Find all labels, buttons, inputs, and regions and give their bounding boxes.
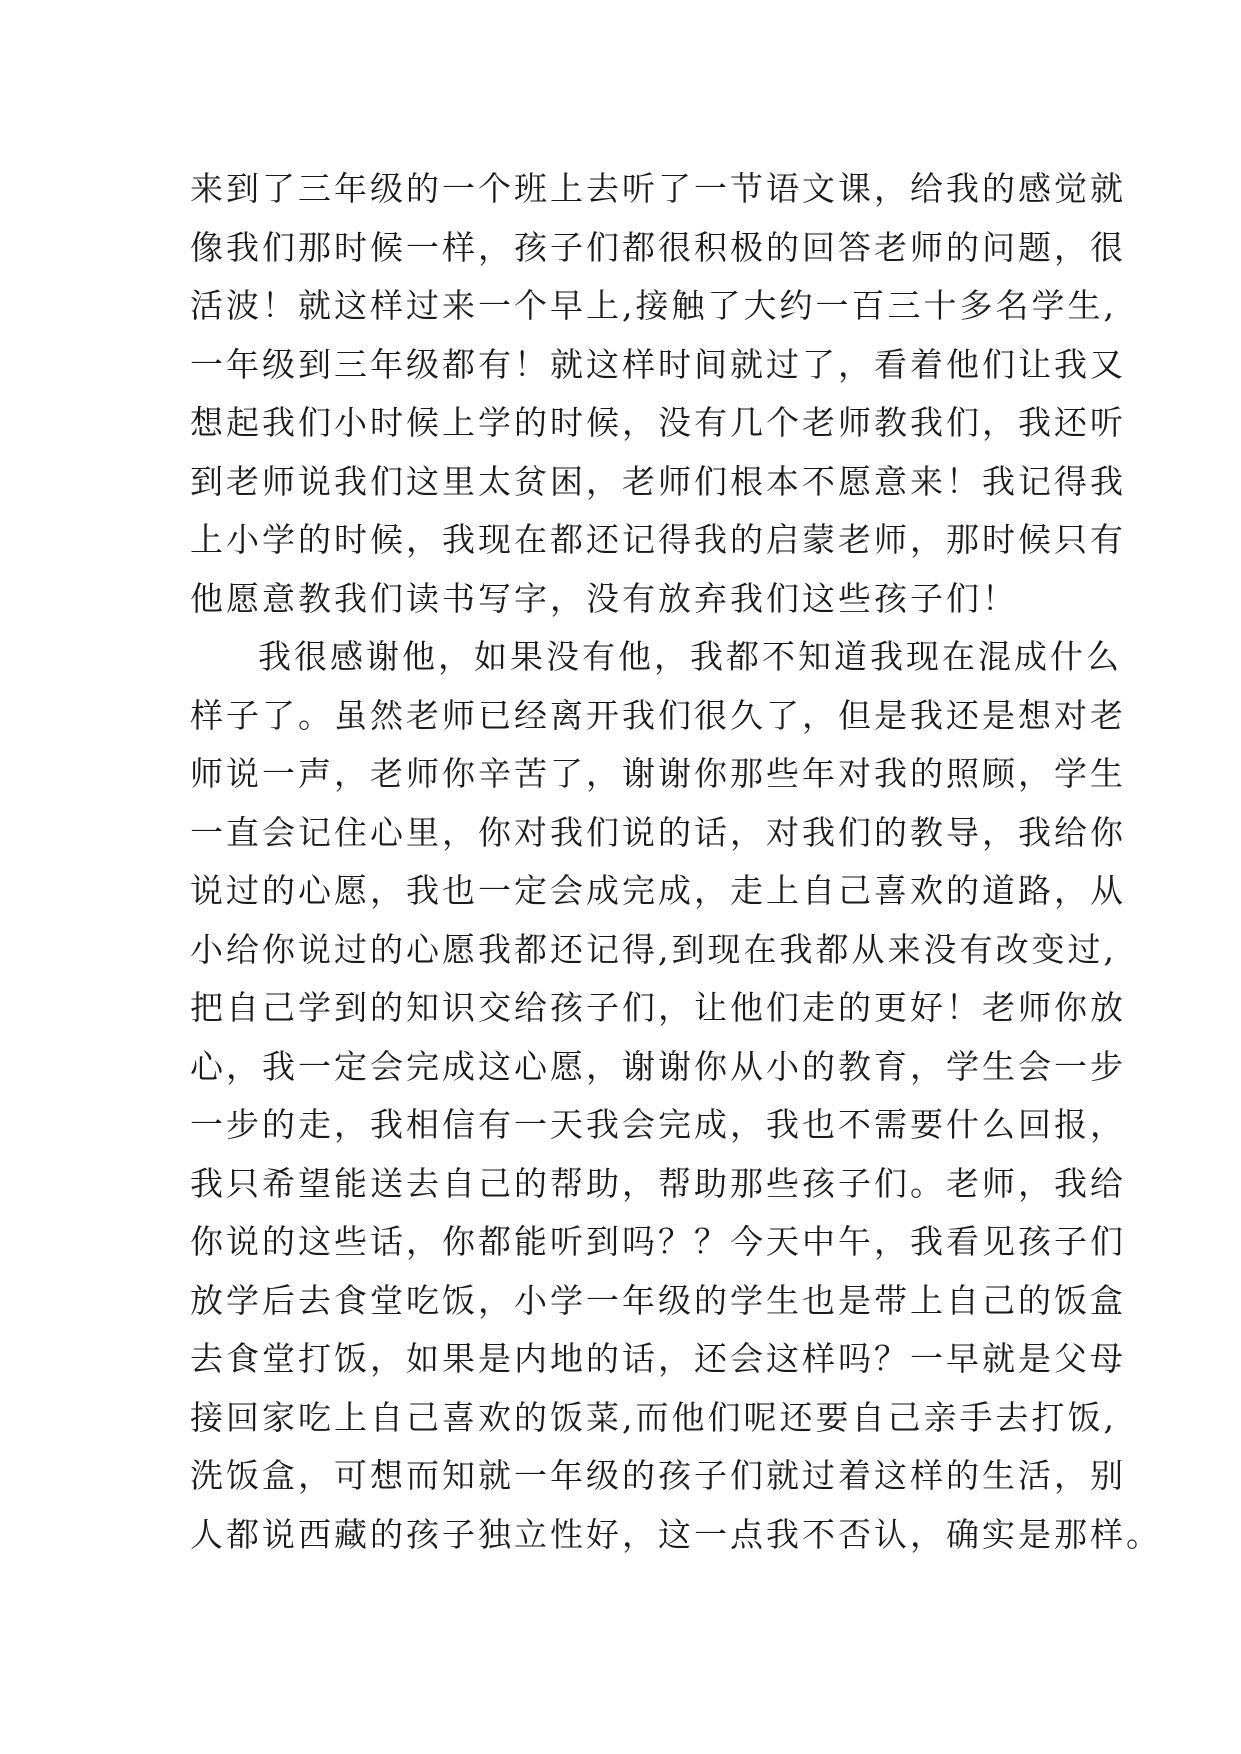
- text-line: 一年级到三年级都有！就这样时间就过了，看着他们让我又: [190, 344, 1126, 384]
- text-line: 活波！就这样过来一个早上,接触了大约一百三十多名学生,: [190, 286, 1117, 325]
- text-line: 人都说西藏的孩子独立性好，这一点我不否认，确实是那样。: [190, 1514, 1162, 1554]
- text-line: 洗饭盒，可想而知就一年级的孩子们就过着这样的生活，别: [190, 1456, 1126, 1495]
- text-line: 说过的心愿，我也一定会成完成，走上自己喜欢的道路，从: [190, 871, 1126, 910]
- text-line: 师说一声，老师你辛苦了，谢谢你那些年对我的照顾，学生: [190, 754, 1126, 793]
- text-line: 来到了三年级的一个班上去听了一节语文课，给我的感觉就: [190, 169, 1126, 208]
- text-line: 像我们那时候一样，孩子们都很积极的回答老师的问题，很: [190, 227, 1126, 267]
- text-line: 一步的走，我相信有一天我会完成，我也不需要什么回报，: [190, 1105, 1126, 1144]
- paragraph-first-line: 我很感谢他，如果没有他，我都不知道我现在混成什么: [258, 637, 1122, 676]
- text-line: 到老师说我们这里太贫困，老师们根本不愿意来！我记得我: [190, 461, 1126, 501]
- text-line: 放学后去食堂吃饭，小学一年级的学生也是带上自己的饭盒: [190, 1280, 1126, 1320]
- text-line: 样子了。虽然老师已经离开我们很久了，但是我还是想对老: [190, 695, 1126, 735]
- text-line: 想起我们小时候上学的时候，没有几个老师教我们，我还听: [190, 403, 1126, 442]
- body-text: [190, 160, 1162, 1564]
- text-line: 你说的这些话，你都能听到吗？？今天中午，我看见孩子们: [190, 1222, 1126, 1261]
- text-line: 心，我一定会完成这心愿，谢谢你从小的教育，学生会一步: [190, 1046, 1126, 1086]
- text-line: 去食堂打饭，如果是内地的话，还会这样吗？一早就是父母: [190, 1339, 1126, 1378]
- text-line: 小给你说过的心愿我都还记得,到现在我都从来没有改变过,: [190, 929, 1117, 969]
- text-line: 一直会记住心里，你对我们说的话，对我们的教导，我给你: [190, 812, 1126, 852]
- text-line: 他愿意教我们读书写字，没有放弃我们这些孩子们！: [190, 578, 1018, 618]
- text-line: 把自己学到的知识交给孩子们，让他们走的更好！老师你放: [190, 988, 1126, 1027]
- text-line: 上小学的时候，我现在都还记得我的启蒙老师，那时候只有: [190, 520, 1126, 559]
- text-line: 接回家吃上自己喜欢的饭菜,而他们呢还要自己亲手去打饭,: [190, 1397, 1117, 1437]
- text-line: 我只希望能送去自己的帮助，帮助那些孩子们。老师，我给: [190, 1163, 1126, 1203]
